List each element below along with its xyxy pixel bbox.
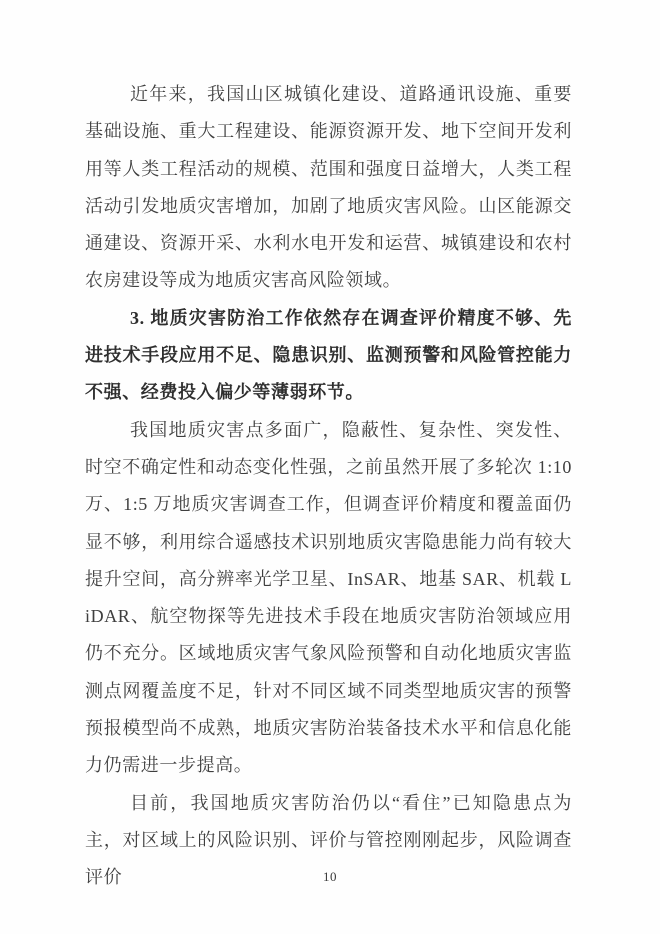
paragraph-current-status: 目前，我国地质灾害防治仍以“看住”已知隐患点为主，对区域上的风险识别、评价与管控刚刚起步，风险调查评价 (85, 792, 572, 888)
paragraph-intro: 近年来，我国山区城镇化建设、道路通讯设施、重要基础设施、重大工程建设、能源资源开发、地下空间开发利用等人类工程活动的规模、范围和强度日益增大，人类工程活动引发地质灾害增加，加剧了地质灾害风险。山区能源交通建设、资源开采、水利水电开发和运营、城镇建设和农村农房建设等成为地质灾害高风险领域。 (85, 84, 572, 291)
paragraph-survey-gaps: 我国地质灾害点多面广，隐蔽性、复杂性、突发性、时空不确定性和动态变化性强，之前虽然开展了多轮次 1:10 万、1:5 万地质灾害调查工作，但调查评价精度和覆盖面仍显不够，利用综合遥感技术识别地质灾害隐患能力尚有较大提升空间，高分辨率光学卫星、InSAR、地基 SAR、机载 LiDAR、航空物探等先进技术手段在地质灾害防治领域应用仍不充分。区域地质灾害气象风险预警和自动化地质灾害监测点网覆盖度不足，针对不同区域不同类型地质灾害的预警预报模型尚不成熟，地质灾害防治装备技术水平和信息化能力仍需进一步提高。 (85, 419, 572, 776)
section-heading-3: 3. 地质灾害防治工作依然存在调查评价精度不够、先进技术手段应用不足、隐患识别、监测预警和风险管控能力不强、经费投入偏少等薄弱环节。 (85, 307, 572, 403)
document-body (85, 76, 572, 897)
page-number: 10 (323, 869, 337, 884)
page-footer (0, 868, 660, 886)
